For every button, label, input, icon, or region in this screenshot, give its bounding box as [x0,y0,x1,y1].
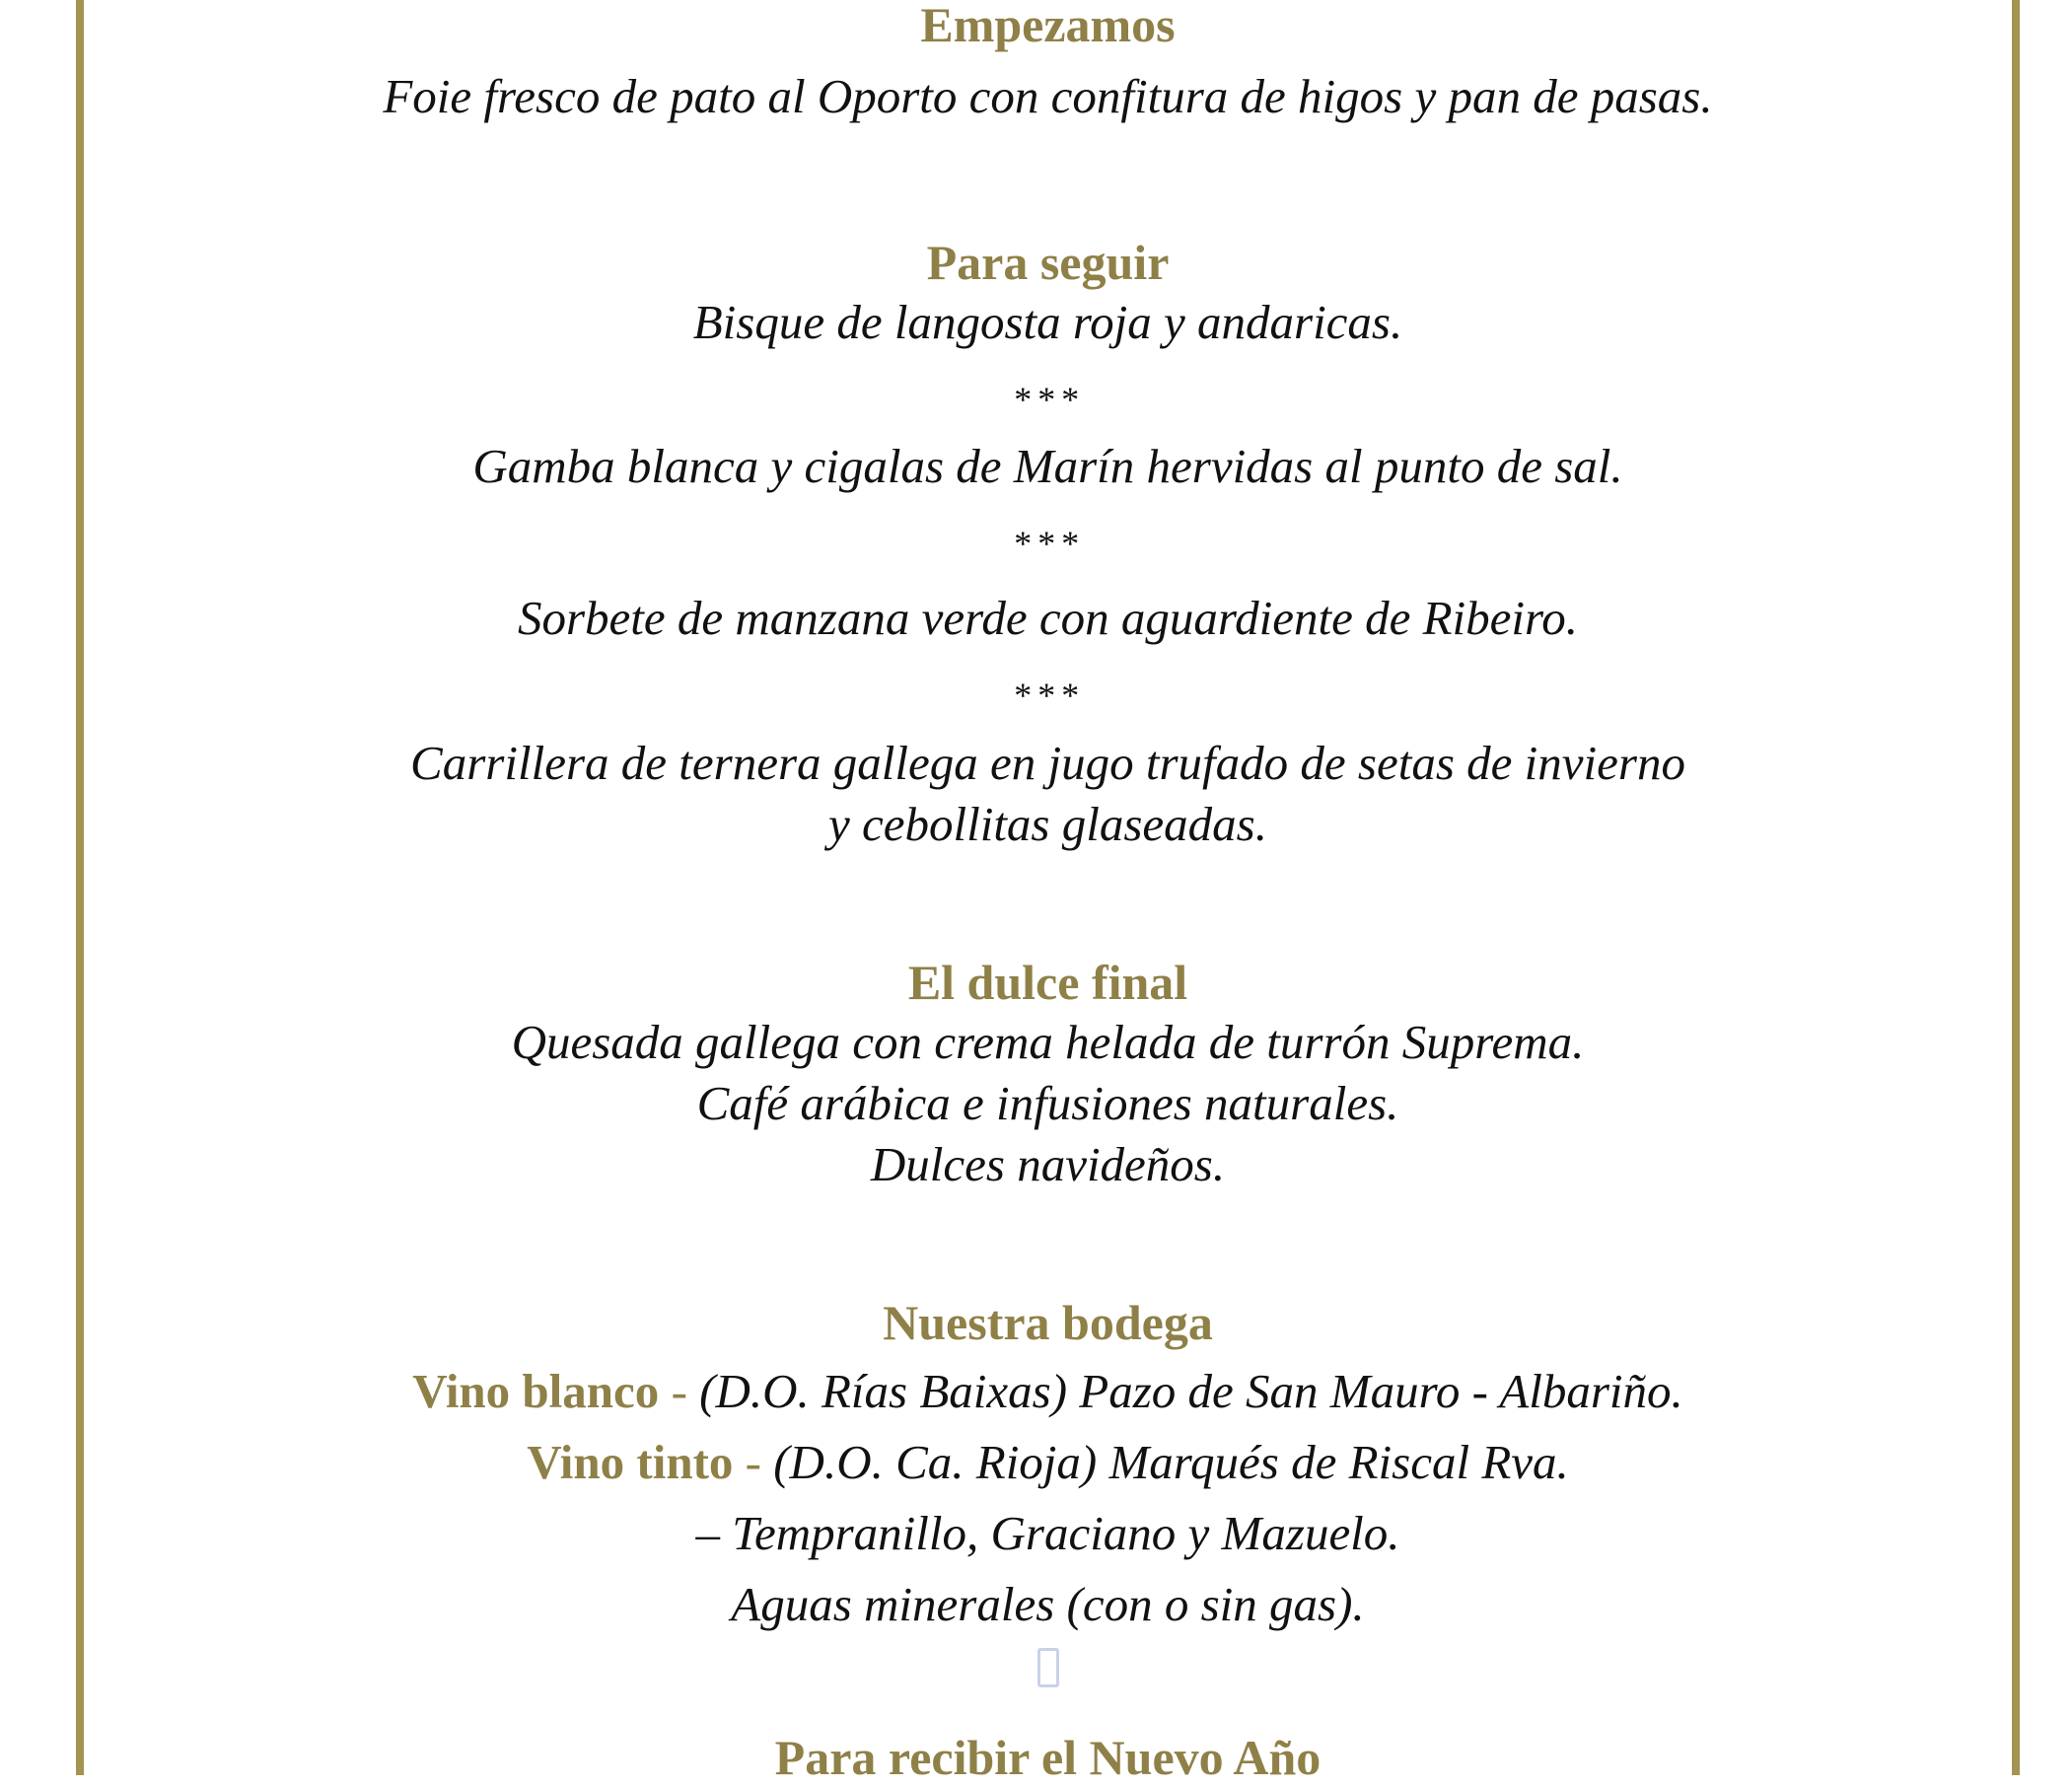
dish-separator: *** [1012,524,1084,563]
dish-separator: *** [1012,380,1084,419]
wine-white-description: (D.O. Rías Baixas) Pazo de San Mauro - Albariño. [699,1364,1683,1418]
dessert-dulces: Dulces navideños. [870,1137,1226,1191]
wine-white-row [84,1362,2012,1421]
missing-glyph-box [84,1648,2012,1693]
dessert-cafe: Café arábica e infusiones naturales. [696,1076,1399,1130]
wine-white-label: Vino blanco [412,1364,660,1418]
section-heading-bodega: Nuestra bodega [883,1295,1213,1350]
section-heading-nuevo-ano: Para recibir el Nuevo Año [774,1730,1322,1785]
section-heading-para-seguir: Para seguir [926,235,1170,290]
wine-red-label: Vino tinto [527,1435,734,1489]
wine-red-description: (D.O. Ca. Rioja) Marqués de Riscal Rva. [773,1435,1569,1489]
placeholder-glyph-icon [1037,1648,1059,1687]
dish-separator: *** [1012,676,1084,715]
menu-frame-left-border [76,0,84,1775]
section-heading-empezamos: Empezamos [920,0,1176,52]
dish-foie: Foie fresco de pato al Oporto con confitura de higos y pan de pasas. [383,69,1713,123]
section-heading-dulce-final: El dulce final [907,955,1188,1010]
wine-white-separator: - [659,1364,700,1418]
dish-carrillera-line-2: y cebollitas glaseadas. [827,797,1268,851]
wine-red-grapes: – Tempranillo, Graciano y Mazuelo. [695,1506,1400,1560]
dish-gamba: Gamba blanca y cigalas de Marín hervidas al punto de sal. [472,439,1623,493]
menu-frame-right-border [2012,0,2020,1775]
dish-carrillera-line-1: Carrillera de ternera gallega en jugo trufado de setas de invierno [410,736,1685,790]
water-line: Aguas minerales (con o sin gas). [731,1577,1365,1631]
dish-sorbete: Sorbete de manzana verde con aguardiente de Ribeiro. [517,591,1578,645]
wine-red-row [84,1433,2012,1492]
wine-red-separator: - [733,1435,774,1489]
dish-bisque: Bisque de langosta roja y andaricas. [692,295,1403,349]
menu-page [84,0,2012,1785]
dessert-quesada: Quesada gallega con crema helada de turrón Suprema. [511,1015,1585,1069]
